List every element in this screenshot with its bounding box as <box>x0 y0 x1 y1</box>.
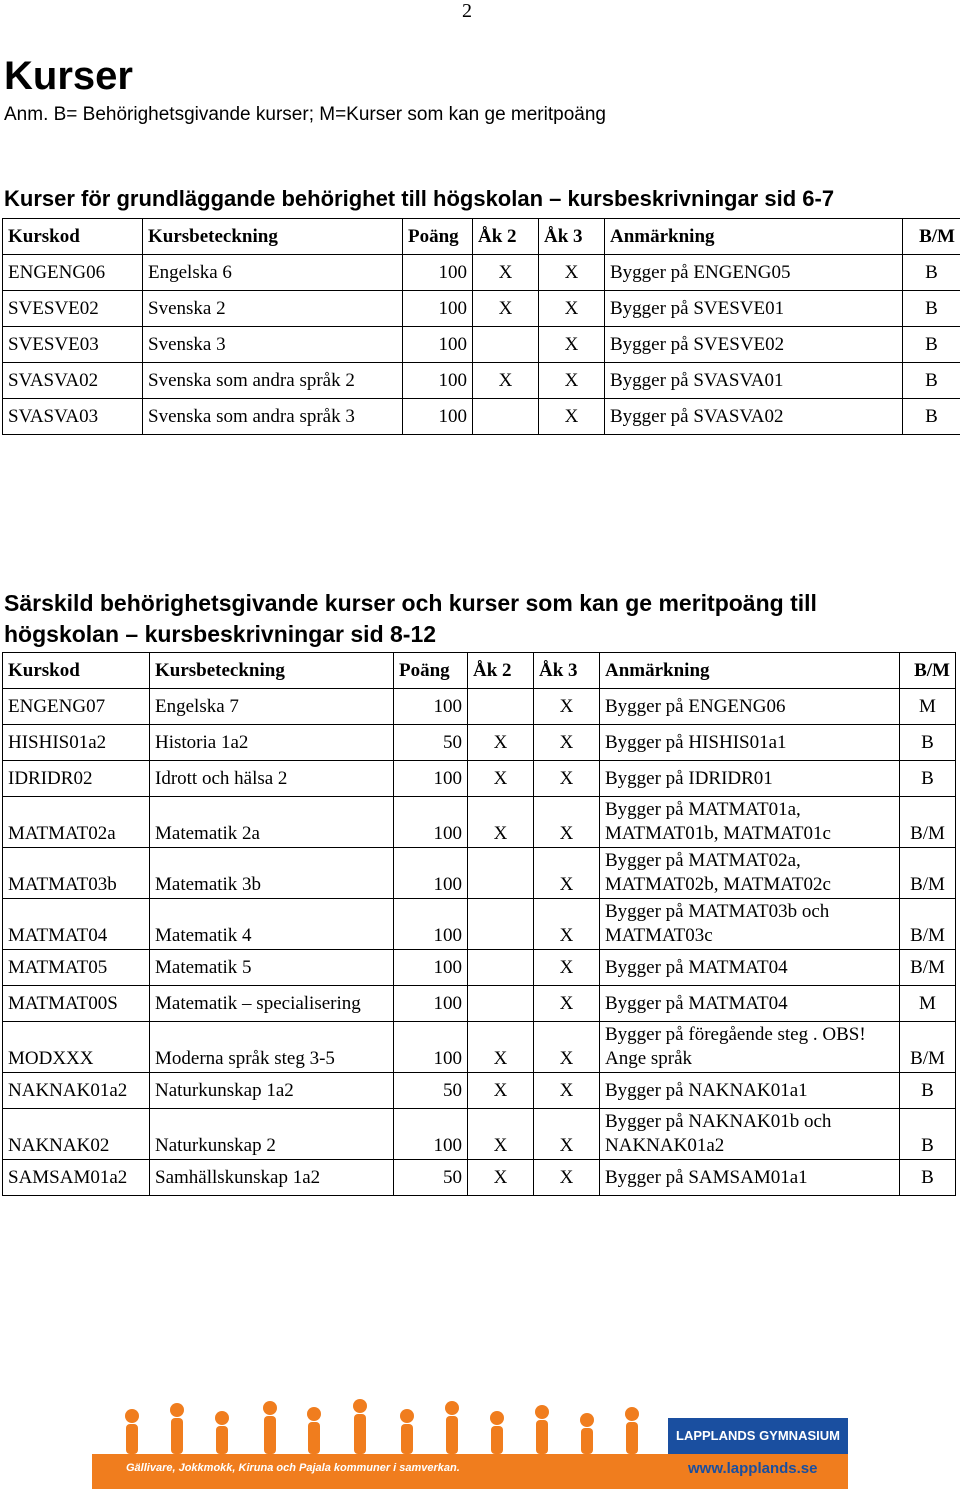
cell-poang: 100 <box>403 291 473 327</box>
cell-poang: 50 <box>394 1160 468 1196</box>
col-ak3: Åk 3 <box>539 219 605 255</box>
cell-kurskod: MATMAT02a <box>3 797 150 848</box>
col-kurskod: Kurskod <box>3 653 150 689</box>
cell-bm: B/M <box>900 899 956 950</box>
cell-kurskod: ENGENG06 <box>3 255 143 291</box>
cell-anmarkning: Bygger på MATMAT03b och MATMAT03c <box>600 899 900 950</box>
cell-anmarkning: Bygger på ENGENG06 <box>600 689 900 725</box>
cell-anmarkning: Bygger på SVASVA02 <box>605 399 903 435</box>
cell-poang: 100 <box>403 255 473 291</box>
cell-bm: B <box>900 725 956 761</box>
cell-anmarkning: Bygger på MATMAT04 <box>600 950 900 986</box>
cell-bm: B <box>903 255 960 291</box>
cell-ak3: X <box>539 327 605 363</box>
cell-poang: 100 <box>403 363 473 399</box>
table-row <box>3 1073 956 1109</box>
cell-bm: B/M <box>900 950 956 986</box>
cell-kursbeteckning: Idrott och hälsa 2 <box>150 761 394 797</box>
cell-kurskod: MATMAT03b <box>3 848 150 899</box>
cell-poang: 100 <box>394 848 468 899</box>
cell-poang: 100 <box>394 797 468 848</box>
col-kursbeteckning: Kursbeteckning <box>143 219 403 255</box>
cell-kursbeteckning: Engelska 7 <box>150 689 394 725</box>
table-row <box>3 950 956 986</box>
cell-anmarkning: Bygger på MATMAT01a, MATMAT01b, MATMAT01c <box>600 797 900 848</box>
school-logo: LAPPLANDS GYMNASIUM <box>668 1418 848 1454</box>
cell-ak2 <box>473 399 539 435</box>
cell-kursbeteckning: Matematik 3b <box>150 848 394 899</box>
section1-heading: Kurser för grundläggande behörighet till högskolan – kursbeskrivningar sid 6-7 <box>4 186 835 211</box>
col-poang: Poäng <box>394 653 468 689</box>
cell-anmarkning: Bygger på NAKNAK01a1 <box>600 1073 900 1109</box>
cell-ak2: X <box>468 1109 534 1160</box>
table-header-row <box>3 653 956 689</box>
cell-ak3: X <box>534 899 600 950</box>
table-row <box>3 255 960 291</box>
cell-kurskod: NAKNAK02 <box>3 1109 150 1160</box>
cell-ak2 <box>468 848 534 899</box>
cell-ak3: X <box>534 1160 600 1196</box>
cell-kursbeteckning: Naturkunskap 1a2 <box>150 1073 394 1109</box>
school-url: www.lapplands.se <box>688 1460 818 1477</box>
cell-ak3: X <box>534 848 600 899</box>
page-number: 2 <box>462 0 472 22</box>
cell-kursbeteckning: Svenska 3 <box>143 327 403 363</box>
cell-bm: B <box>903 363 960 399</box>
cell-ak3: X <box>539 291 605 327</box>
cell-kursbeteckning: Historia 1a2 <box>150 725 394 761</box>
cell-kursbeteckning: Matematik 5 <box>150 950 394 986</box>
cell-kursbeteckning: Svenska 2 <box>143 291 403 327</box>
table-row <box>3 399 960 435</box>
cell-bm: B <box>900 1109 956 1160</box>
cell-bm: B <box>903 327 960 363</box>
dancing-figures-graphic <box>125 1399 639 1454</box>
col-poang: Poäng <box>403 219 473 255</box>
cell-bm: B <box>900 1160 956 1196</box>
cell-ak3: X <box>534 725 600 761</box>
col-ak2: Åk 2 <box>468 653 534 689</box>
section2-heading: Särskild behörighetsgivande kurser och kurser som kan ge meritpoäng till högskolan – kursbeskrivningar sid 8-12 <box>4 590 817 647</box>
cell-ak2: X <box>468 1073 534 1109</box>
col-bm: B/M <box>900 653 956 689</box>
table-row <box>3 363 960 399</box>
cell-kursbeteckning: Matematik 4 <box>150 899 394 950</box>
cell-poang: 50 <box>394 1073 468 1109</box>
abbreviation-note: Anm. B= Behörighetsgivande kurser; M=Kurser som kan ge meritpoäng <box>4 104 606 125</box>
cell-kurskod: MODXXX <box>3 1022 150 1073</box>
cell-ak2: X <box>473 255 539 291</box>
col-anmarkning: Anmärkning <box>600 653 900 689</box>
col-anmarkning: Anmärkning <box>605 219 903 255</box>
table-row <box>3 1160 956 1196</box>
cell-kurskod: HISHIS01a2 <box>3 725 150 761</box>
cell-poang: 50 <box>394 725 468 761</box>
cell-bm: M <box>900 986 956 1022</box>
cell-kursbeteckning: Engelska 6 <box>143 255 403 291</box>
cell-poang: 100 <box>403 399 473 435</box>
col-kurskod: Kurskod <box>3 219 143 255</box>
cell-ak2 <box>468 986 534 1022</box>
cell-kurskod: SAMSAM01a2 <box>3 1160 150 1196</box>
table-row <box>3 761 956 797</box>
cell-ak3: X <box>534 797 600 848</box>
cell-ak3: X <box>534 1109 600 1160</box>
cell-anmarkning: Bygger på HISHIS01a1 <box>600 725 900 761</box>
cell-ak3: X <box>534 950 600 986</box>
cell-anmarkning: Bygger på SVESVE01 <box>605 291 903 327</box>
cell-ak2: X <box>468 725 534 761</box>
cell-poang: 100 <box>403 327 473 363</box>
cell-anmarkning: Bygger på SVESVE02 <box>605 327 903 363</box>
cell-kursbeteckning: Svenska som andra språk 3 <box>143 399 403 435</box>
cell-kurskod: SVASVA03 <box>3 399 143 435</box>
cell-ak2 <box>468 689 534 725</box>
cell-kursbeteckning: Svenska som andra språk 2 <box>143 363 403 399</box>
cell-ak3: X <box>534 761 600 797</box>
cell-anmarkning: Bygger på NAKNAK01b och NAKNAK01a2 <box>600 1109 900 1160</box>
cell-ak3: X <box>539 399 605 435</box>
table-header-row <box>3 219 960 255</box>
cell-kurskod: SVESVE03 <box>3 327 143 363</box>
cell-kurskod: MATMAT00S <box>3 986 150 1022</box>
cell-poang: 100 <box>394 689 468 725</box>
cell-poang: 100 <box>394 761 468 797</box>
cell-kursbeteckning: Matematik 2a <box>150 797 394 848</box>
cell-ak2: X <box>468 761 534 797</box>
col-ak2: Åk 2 <box>473 219 539 255</box>
cell-poang: 100 <box>394 1109 468 1160</box>
table-row <box>3 899 956 950</box>
cell-bm: B/M <box>900 797 956 848</box>
cell-poang: 100 <box>394 950 468 986</box>
cell-kurskod: NAKNAK01a2 <box>3 1073 150 1109</box>
cell-kursbeteckning: Moderna språk steg 3-5 <box>150 1022 394 1073</box>
table-row <box>3 689 956 725</box>
cell-anmarkning: Bygger på SVASVA01 <box>605 363 903 399</box>
cell-kursbeteckning: Samhällskunskap 1a2 <box>150 1160 394 1196</box>
cell-kurskod: MATMAT04 <box>3 899 150 950</box>
table-row <box>3 1022 956 1073</box>
basic-eligibility-table <box>2 218 960 435</box>
table-row <box>3 1109 956 1160</box>
cell-ak2: X <box>473 291 539 327</box>
cell-bm: B <box>903 291 960 327</box>
cell-ak2: X <box>468 1160 534 1196</box>
cell-ak2: X <box>468 1022 534 1073</box>
banner-tagline: Gällivare, Jokkmokk, Kiruna och Pajala kommuner i samverkan. <box>126 1462 460 1474</box>
cell-kurskod: MATMAT05 <box>3 950 150 986</box>
table-row <box>3 986 956 1022</box>
col-bm: B/M <box>903 219 960 255</box>
cell-ak3: X <box>534 1022 600 1073</box>
table-row <box>3 797 956 848</box>
cell-bm: B <box>903 399 960 435</box>
table-row <box>3 327 960 363</box>
cell-kurskod: IDRIDR02 <box>3 761 150 797</box>
cell-bm: B/M <box>900 1022 956 1073</box>
cell-kurskod: ENGENG07 <box>3 689 150 725</box>
cell-ak2 <box>468 950 534 986</box>
cell-anmarkning: Bygger på IDRIDR01 <box>600 761 900 797</box>
cell-anmarkning: Bygger på MATMAT04 <box>600 986 900 1022</box>
col-kursbeteckning: Kursbeteckning <box>150 653 394 689</box>
cell-anmarkning: Bygger på SAMSAM01a1 <box>600 1160 900 1196</box>
table-row <box>3 848 956 899</box>
cell-poang: 100 <box>394 1022 468 1073</box>
cell-ak3: X <box>539 255 605 291</box>
cell-ak3: X <box>539 363 605 399</box>
cell-ak3: X <box>534 689 600 725</box>
col-ak3: Åk 3 <box>534 653 600 689</box>
cell-bm: B <box>900 761 956 797</box>
cell-ak2: X <box>473 363 539 399</box>
cell-kursbeteckning: Matematik – specialisering <box>150 986 394 1022</box>
cell-ak2 <box>473 327 539 363</box>
cell-anmarkning: Bygger på föregående steg . OBS! Ange språk <box>600 1022 900 1073</box>
table-row <box>3 291 960 327</box>
cell-anmarkning: Bygger på ENGENG05 <box>605 255 903 291</box>
cell-anmarkning: Bygger på MATMAT02a, MATMAT02b, MATMAT02c <box>600 848 900 899</box>
cell-ak3: X <box>534 986 600 1022</box>
table-row <box>3 725 956 761</box>
cell-bm: B/M <box>900 848 956 899</box>
cell-kurskod: SVASVA02 <box>3 363 143 399</box>
cell-kurskod: SVESVE02 <box>3 291 143 327</box>
cell-poang: 100 <box>394 899 468 950</box>
cell-bm: M <box>900 689 956 725</box>
cell-poang: 100 <box>394 986 468 1022</box>
cell-ak2: X <box>468 797 534 848</box>
cell-kursbeteckning: Naturkunskap 2 <box>150 1109 394 1160</box>
cell-bm: B <box>900 1073 956 1109</box>
cell-ak2 <box>468 899 534 950</box>
cell-ak3: X <box>534 1073 600 1109</box>
page-title: Kurser <box>4 54 133 98</box>
special-eligibility-table <box>2 652 956 1196</box>
